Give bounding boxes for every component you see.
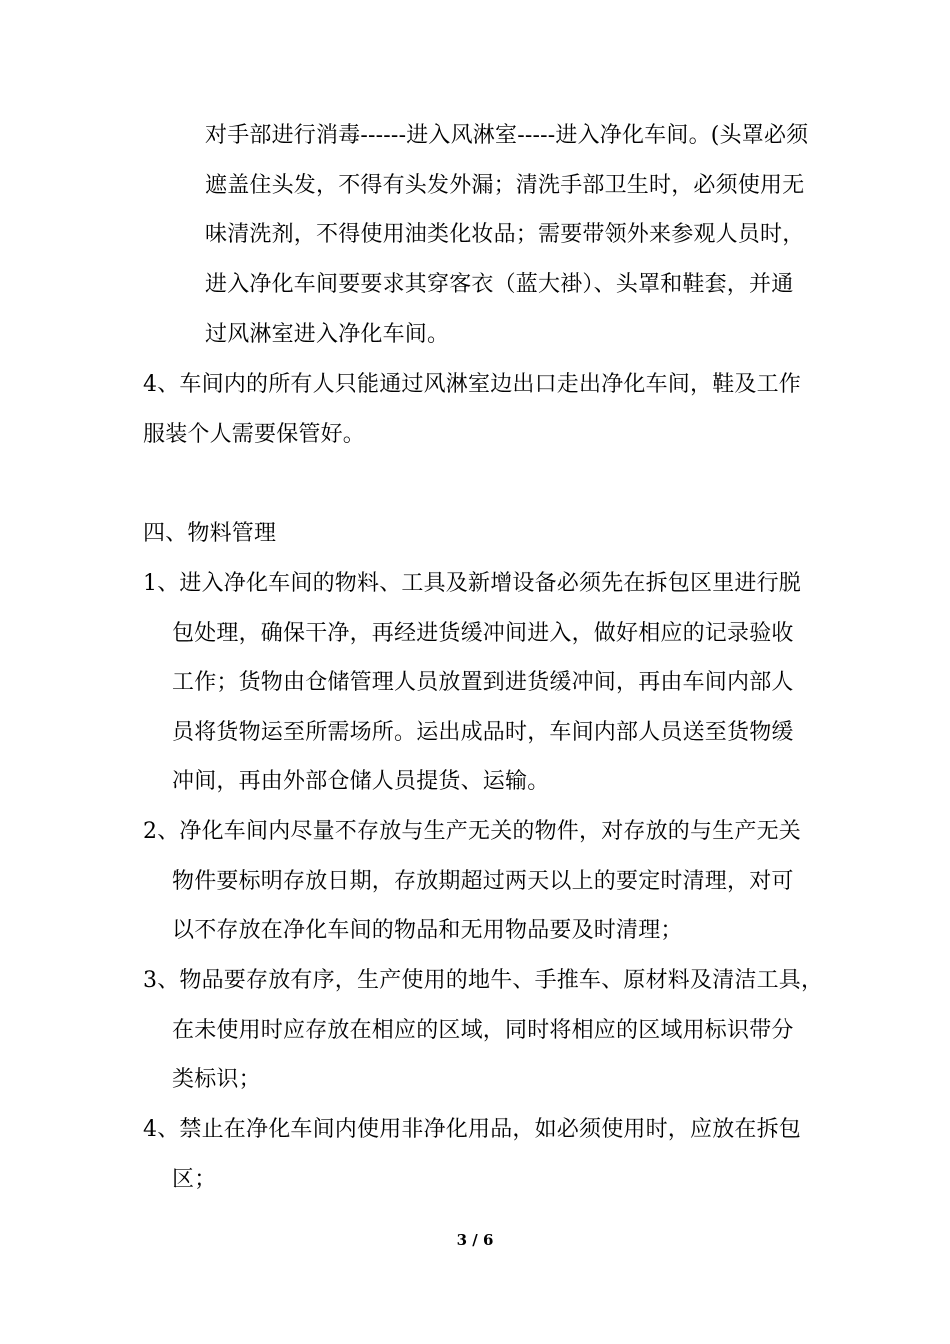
text-line: 进入净化车间要要求其穿客衣（蓝大褂）、头罩和鞋套，并通: [205, 272, 794, 297]
list-item-text: 4、车间内的所有人只能通过风淋室边出口走出净化车间，鞋及工作: [143, 372, 801, 397]
text-line: 味清洗剂，不得使用油类化妆品；需要带领外来参观人员时，: [205, 222, 805, 247]
list-item-text: 2、净化车间内尽量不存放与生产无关的物件，对存放的与生产无关: [143, 819, 801, 844]
text-line: 包处理，确保干净，再经进货缓冲间进入，做好相应的记录验收: [172, 621, 794, 646]
text-line: 员将货物运至所需场所。运出成品时，车间内部人员送至货物缓: [172, 720, 794, 745]
list-item-text: 4、禁止在净化车间内使用非净化用品，如必须使用时，应放在拆包: [143, 1117, 801, 1142]
text-line: 对手部进行消毒------进入风淋室-----进入净化车间。(头罩必须: [205, 123, 809, 148]
page-number: 3 / 6: [456, 1231, 494, 1249]
list-item-text: 1、进入净化车间的物料、工具及新增设备必须先在拆包区里进行脱: [143, 571, 801, 596]
text-line: 以不存放在净化车间的物品和无用物品要及时清理；: [172, 918, 683, 943]
text-line: 工作；货物由仓储管理人员放置到进货缓冲间，再由车间内部人: [172, 670, 794, 695]
text-line: 服装个人需要保管好。: [143, 422, 366, 447]
text-line: 过风淋室进入净化车间。: [205, 322, 450, 347]
text-line: 类标识；: [172, 1067, 261, 1092]
list-item-text: 3、物品要存放有序，生产使用的地牛、手推车、原材料及清洁工具，: [143, 968, 824, 993]
text-line: 区；: [172, 1167, 217, 1192]
text-line: 冲间，再由外部仓储人员提货、运输。: [172, 769, 550, 794]
text-line: 物件要标明存放日期，存放期超过两天以上的要定时清理，对可: [172, 869, 794, 894]
text-line: 在未使用时应存放在相应的区域，同时将相应的区域用标识带分: [172, 1018, 794, 1043]
text-line: 遮盖住头发，不得有头发外漏；清洗手部卫生时，必须使用无: [205, 173, 805, 198]
section-heading: 四、物料管理: [143, 521, 277, 546]
